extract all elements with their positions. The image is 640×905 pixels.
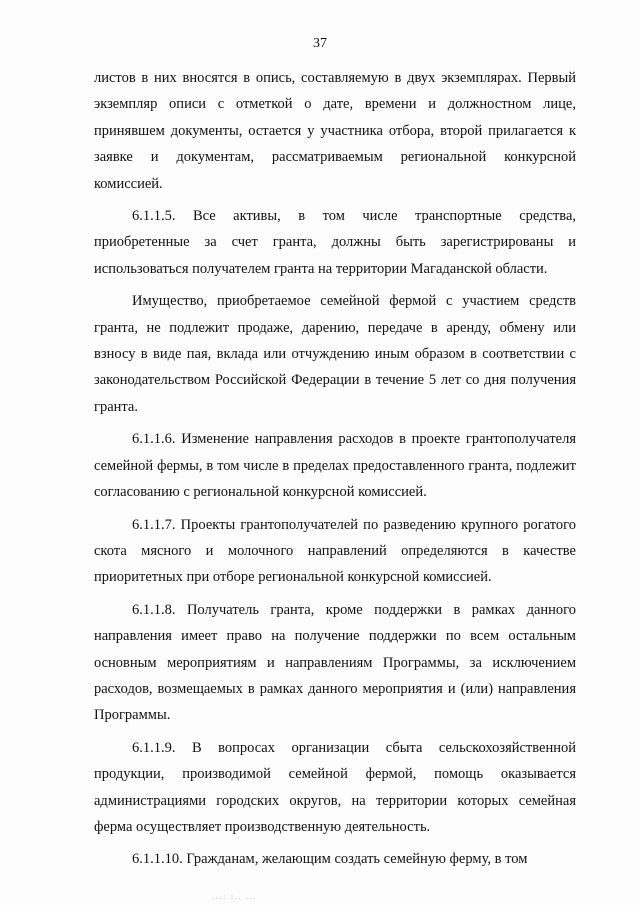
paragraph-property: Имущество, приобретаемое семейной фермой с участием средств гранта, не подлежит продаже, дарению, передаче в аренду, обмену или взносу в виде пая, вклада или отчуждению иным образом в соответствии с законодательством Российской Федерации в течение 5 лет со дня получения гранта. [94,293,576,415]
paragraph-6-1-1-7: 6.1.1.7. Проекты грантополучателей по разведению крупного рогатого скота мясного и молочного направлений определяются в качестве приоритетных при отборе региональной конкурсной комиссией. [94,516,576,586]
paragraph-6-1-1-9: 6.1.1.9. В вопросах организации сбыта сельскохозяйственной продукции, производимой семейной фермой, помощь оказывается администрациями городских округов, на территории которых семейная ферма осуществляет производственную деятельность. [94,739,576,835]
paragraph-6-1-1-5: 6.1.1.5. Все активы, в том числе транспортные средства, приобретенные за счет гранта, должны быть зарегистрированы и использоваться получателем гранта на территории Магаданской области. [94,208,576,277]
footer-scan-mark: ...: :.. ... [212,893,258,901]
paragraph-1: листов в них вносятся в опись, составляемую в двух экземплярах. Первый экземпляр описи с отметкой о дате, времени и должностном лице, принявшем документы, остается у участника отбора, второй прилагается к заявке и документам, рассматриваемым региональной конкурсной комиссией. [94,70,576,192]
document-body [94,65,576,879]
paragraph-6-1-1-8: 6.1.1.8. Получатель гранта, кроме поддержки в рамках данного направления имеет право на получение поддержки по всем остальным основным мероприятиям и направлениям Программы, за исключением расходов, возмещаемых в рамках данного мероприятия и (или) направления Программы. [94,601,576,724]
paragraph-6-1-1-10: 6.1.1.10. Гражданам, желающим создать семейную ферму, в том [132,851,528,868]
paragraph-6-1-1-6: 6.1.1.6. Изменение направления расходов в проекте грантополучателя семейной фермы, в том числе в пределах предоставленного гранта, подлежит согласованию с региональной конкурсной комиссией. [94,431,576,501]
page-number: 37 [313,36,327,51]
